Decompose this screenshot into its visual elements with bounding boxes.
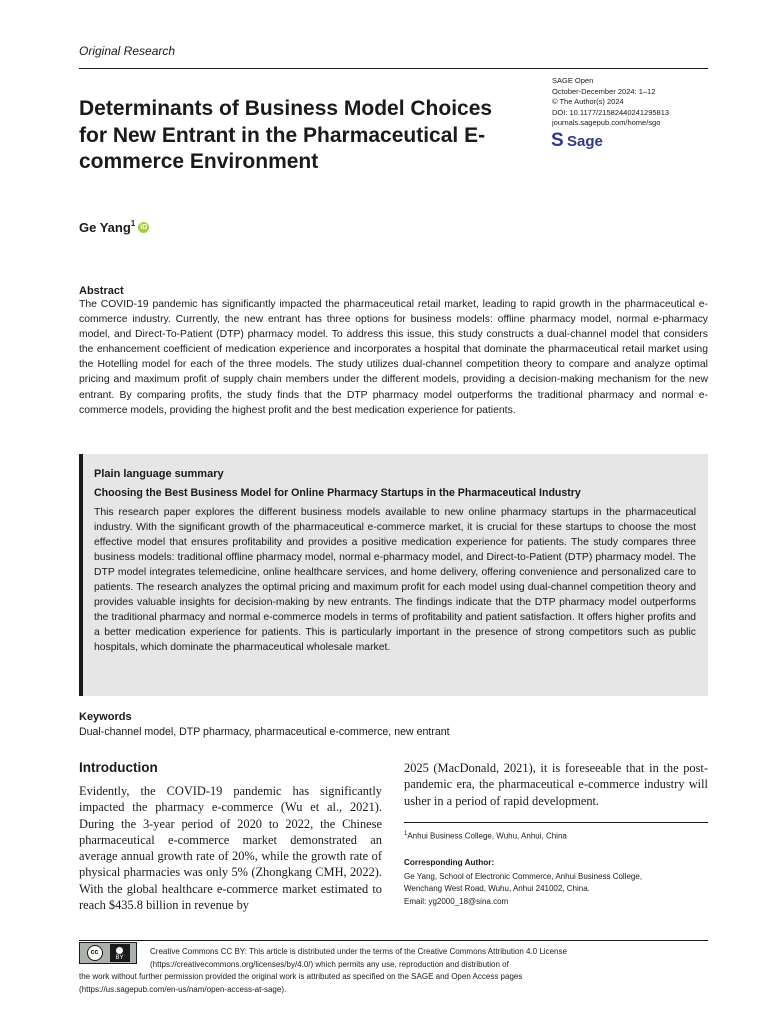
- author-line: [79, 220, 149, 235]
- corresponding-author-line-1: Ge Yang, School of Electronic Commerce, Anhui Business College,: [404, 872, 643, 881]
- license-line-4[interactable]: (https://us.sagepub.com/en-us/nam/open-access-at-sage).: [79, 984, 287, 994]
- copyright: © The Author(s) 2024: [552, 97, 624, 107]
- license-line-3: the work without further permission provided the original work is attributed as specified on the SAGE and Open Access pages: [79, 972, 523, 981]
- license-line-2[interactable]: (https://creativecommons.org/licenses/by/4.0/) which permits any use, reproduction and distribution of: [150, 959, 509, 969]
- introduction-right-column: 2025 (MacDonald, 2021), it is foreseeable that in the post-pandemic era, the pharmaceutical e-commerce industry will usher in a period of rapid development.: [404, 761, 708, 808]
- journal-name: SAGE Open: [552, 76, 594, 85]
- by-label: BY: [115, 954, 124, 961]
- sage-logo-text: Sage: [567, 132, 603, 150]
- abstract-heading: Abstract: [79, 285, 124, 297]
- article-title: Determinants of Business Model Choices for New Entrant in the Pharmaceutical E-commerce Environment: [79, 97, 493, 173]
- footnote-rule: [404, 822, 708, 823]
- bottom-rule: [79, 940, 708, 941]
- cc-by-badge[interactable]: [79, 942, 137, 964]
- plain-language-summary-box: [79, 454, 708, 696]
- affil-footnote-mark: 1: [404, 831, 408, 837]
- corresponding-author-line-2: Wenchang West Road, Wuhu, Anhui 241002, China.: [404, 884, 590, 894]
- sage-mark-icon: [552, 133, 564, 149]
- plain-summary-subheading: Choosing the Best Business Model for Online Pharmacy Startups in the Pharmaceutical Industry: [94, 487, 581, 499]
- top-rule: [79, 68, 708, 69]
- doi-link[interactable]: DOI: 10.1177/21582440241295813: [552, 107, 670, 117]
- orcid-icon[interactable]: iD: [140, 224, 148, 231]
- plain-summary-heading: Plain language summary: [94, 468, 224, 480]
- affiliation-footnote: [404, 831, 567, 841]
- person-icon: [115, 946, 124, 955]
- corresponding-author-heading: Corresponding Author:: [404, 858, 495, 867]
- keywords-text: Dual-channel model, DTP pharmacy, pharmaceutical e-commerce, new entrant: [79, 726, 450, 738]
- section-label: Original Research: [79, 44, 176, 58]
- corresponding-author-email[interactable]: Email: yg2000_18@sina.com: [404, 896, 509, 906]
- journal-issue: October-December 2024: 1–12: [552, 86, 656, 96]
- author-affil-mark: 1: [130, 219, 136, 228]
- corresponding-author-block: [404, 871, 642, 908]
- license-line-1: Creative Commons CC BY: This article is distributed under the terms of the Creative Commons Attribution 4.0 License: [150, 947, 567, 956]
- by-icon: [110, 944, 130, 962]
- introduction-heading: Introduction: [79, 760, 158, 775]
- author-name: Ge Yang: [79, 220, 131, 235]
- cc-icon: cc: [87, 945, 103, 961]
- abstract-text: The COVID-19 pandemic has significantly impacted the pharmaceutical retail market, leading to rapid growth in the pharmaceutical e-commerce industry. Currently, the new entrant has three options for business models: offline pharmacy model, normal e-pharmacy model, and Direct-To-Patient (DTP) pharmacy model. To address this issue, this study constructs a dual-channel model that considers the enhancement coefficient of medication experience and incorporates a hospital that dominate the pharmaceutical retail market using the Hotelling model for each of the three models. The study utilizes dual-channel competition theory to compare and analyze optimal pricing and maximum profit of supply chain members under the different models, providing a decision-making mechanism for the new entrant. By comparing profits, the study finds that the DTP pharmacy model outperforms the traditional pharmacy and normal e-commerce models, providing the highest profit and the best medication experience for patients.: [79, 299, 708, 416]
- journal-url-link[interactable]: journals.sagepub.com/home/sgo: [552, 118, 661, 128]
- license-text: [79, 946, 708, 996]
- affiliation-text: Anhui Business College, Wuhu, Anhui, China: [407, 831, 567, 841]
- introduction-left-column: Evidently, the COVID-19 pandemic has significantly impacted the pharmacy e-commerce (Wu et al., 2021). During the 3-year period of 2020 to 2022, the Chinese pharmaceutical e-commerce market demonstrated an average annual growth rate of 20%, while the growth rate of physical pharmacies was only 5% (Zhongkang CMH, 2022). With the global healthcare e-commerce market estimated to reach $435.8 billion in revenue by: [79, 784, 382, 913]
- keywords-heading: Keywords: [79, 711, 132, 723]
- sage-logo: [552, 132, 603, 150]
- journal-meta: [552, 76, 669, 129]
- plain-summary-text: This research paper explores the different business models available to new online pharmacy startups in the pharmaceutical industry. With the significant growth of the pharmaceutical e-commerce market, it is crucial for these startups to choose the most effective model that ensures profitability and provides a positive medication experience for patients. The study compares three business models: traditional offline pharmacy model, normal e-pharmacy model, and Direct-to-Patient (DTP) pharmacy model. The DTP model integrates telemedicine, online healthcare services, and home delivery, offering convenience and personalized care to patients. The research analyzes the optimal pricing and maximum profit for each model using dual-channel competition theory and provides valuable insights for decision-making by new entrants. The findings indicate that the DTP pharmacy model outperforms the traditional pharmacy and normal e-commerce models in terms of profitability and patient satisfaction. It offers higher profits and a better medication experience for patients. This is particularly important in the presence of strong competitors such as public hospitals, which dominate the pharmaceutical wholesale market.: [94, 507, 696, 653]
